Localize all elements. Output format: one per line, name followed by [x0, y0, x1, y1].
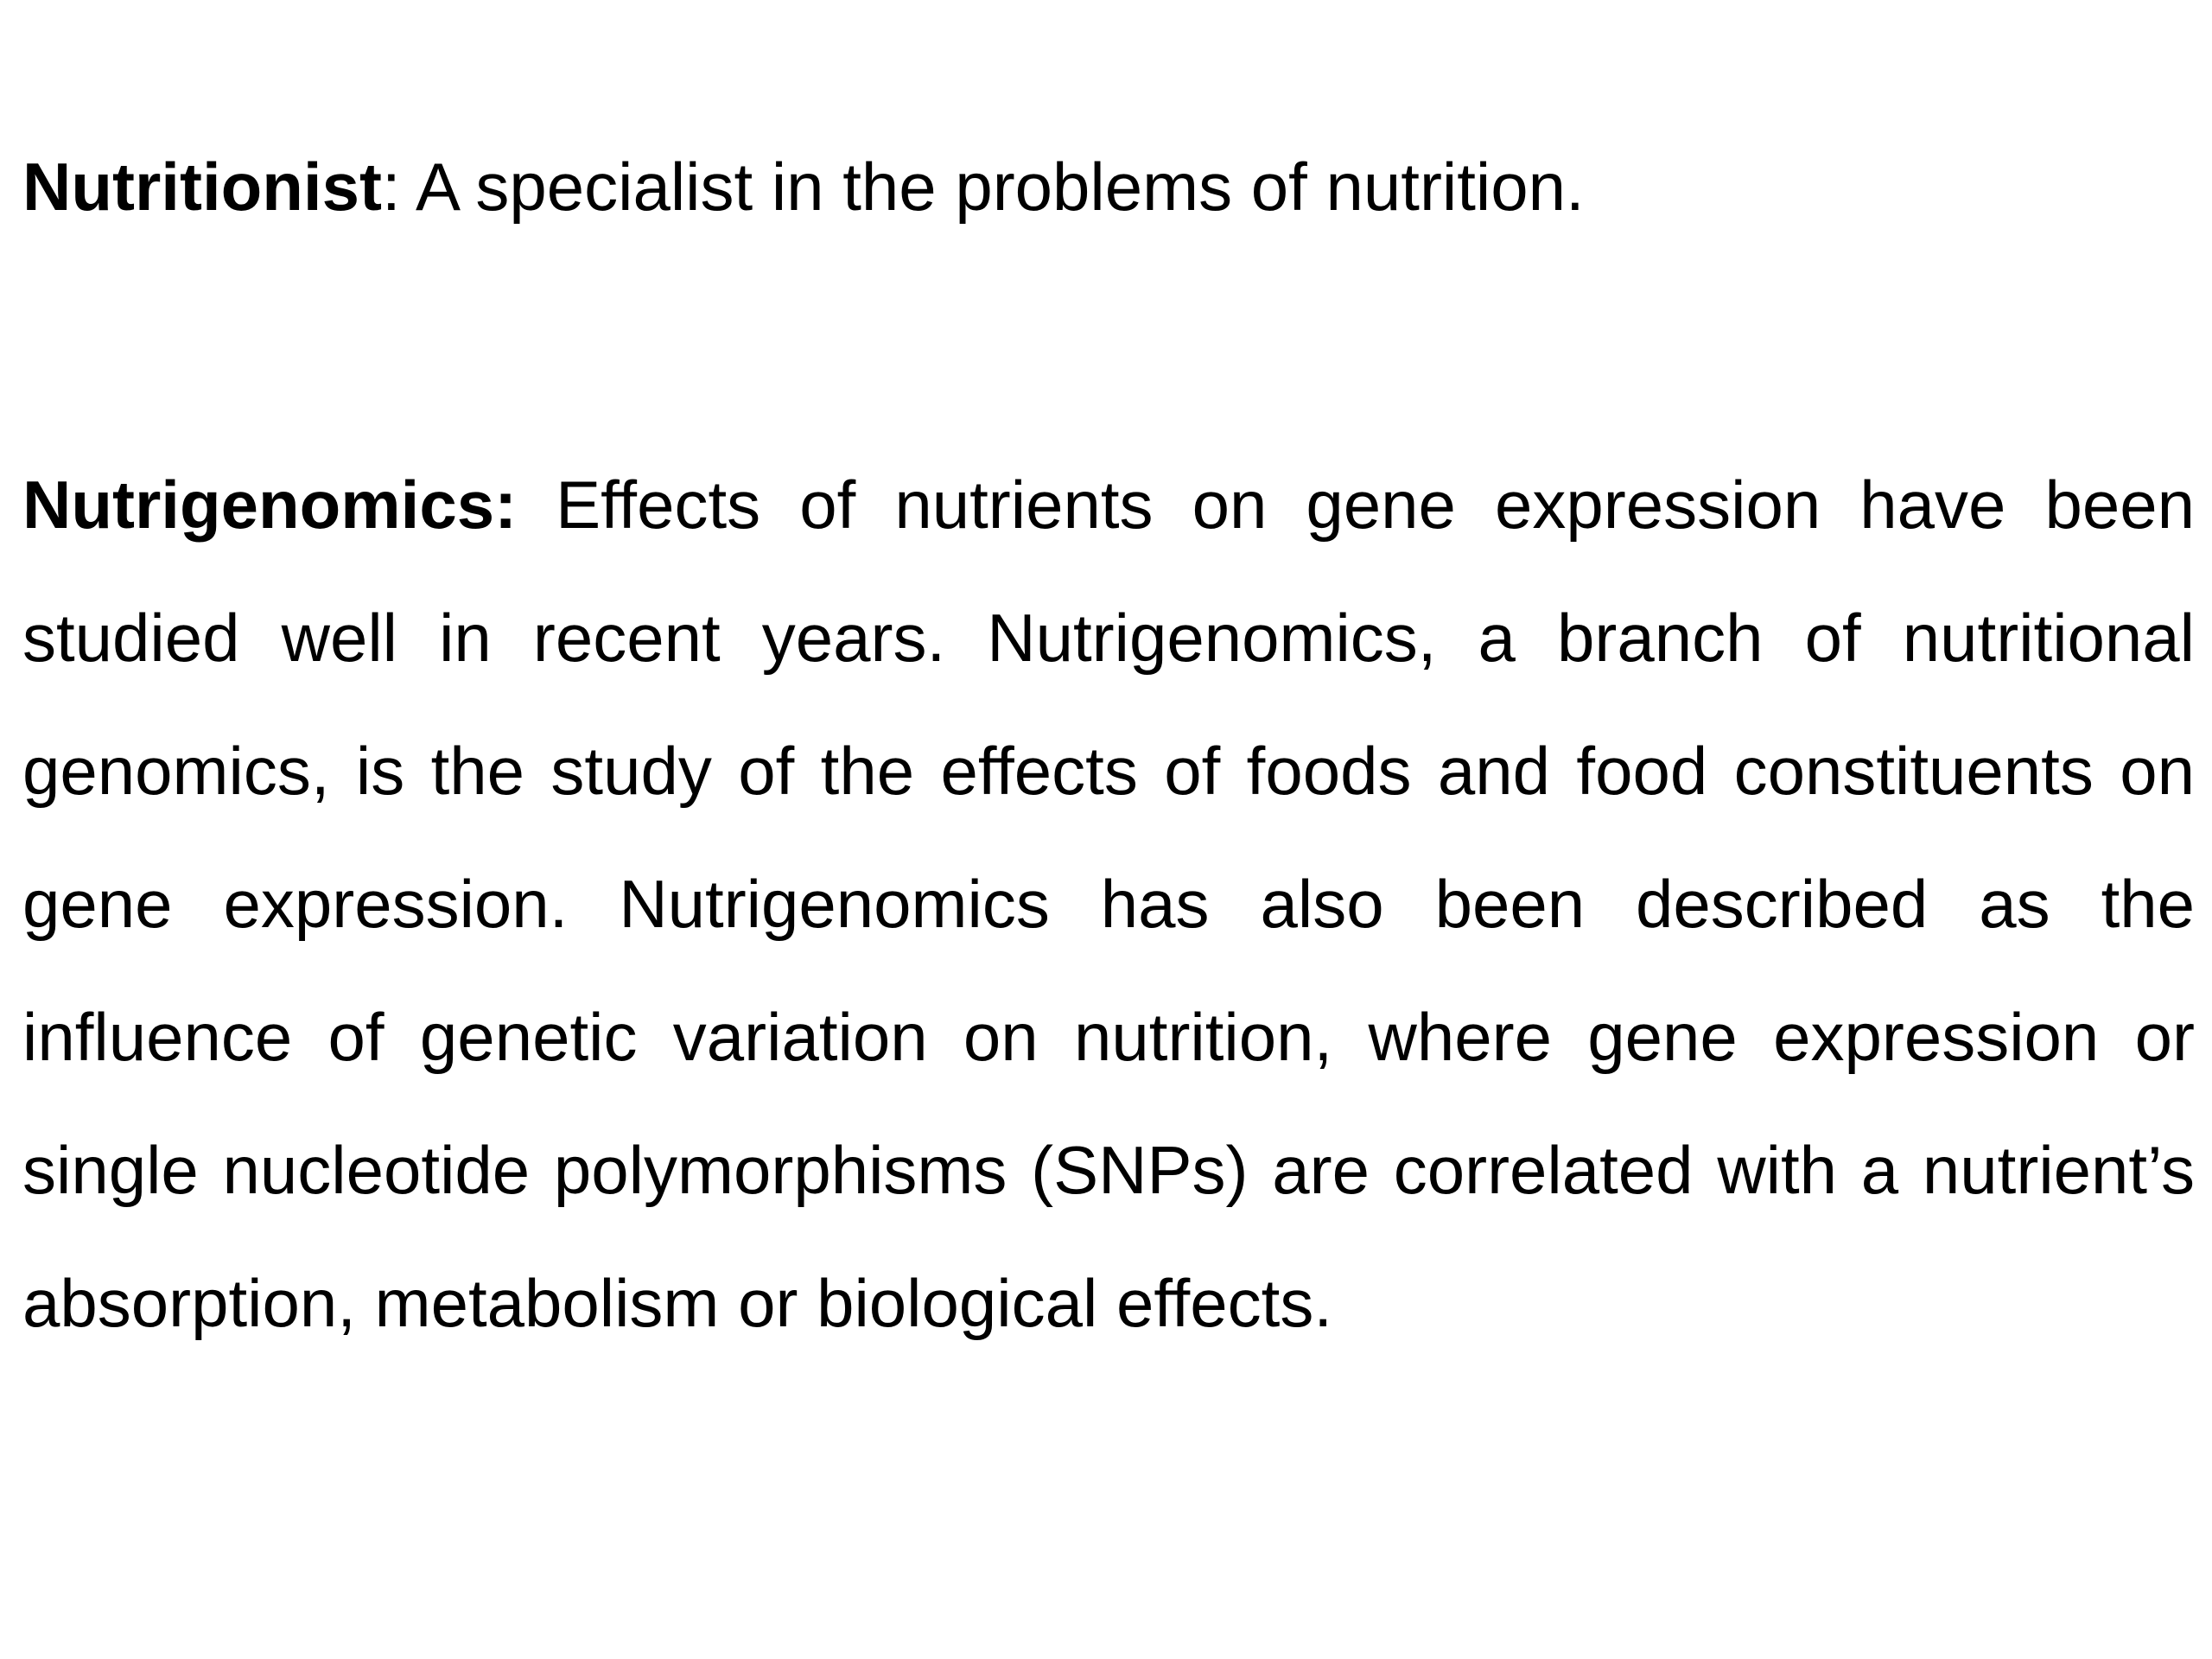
glossary-entry-nutrigenomics [22, 438, 2195, 1370]
glossary-entry-nutritionist [22, 142, 2195, 232]
glossary-definition: A specialist in the problems of nutrition. [400, 149, 1585, 225]
term-separator: : [381, 149, 401, 225]
glossary-term: Nutrigenomics: [22, 467, 518, 543]
glossary-definition: Effects of nutrients on gene expression have been studied well in recent years. Nutrigenomics, a branch of nutritional genomics, is the study of the effects of foods and food constituents on gene expression. Nutrigenomics has also been described as the influence of genetic variation on nutrition, where gene expression or single nucleotide polymorphisms (SNPs) are correlated with a nutrient’s absorption, metabolism or biological effects. [22, 467, 2195, 1341]
glossary-term: Nutritionist [22, 149, 382, 225]
